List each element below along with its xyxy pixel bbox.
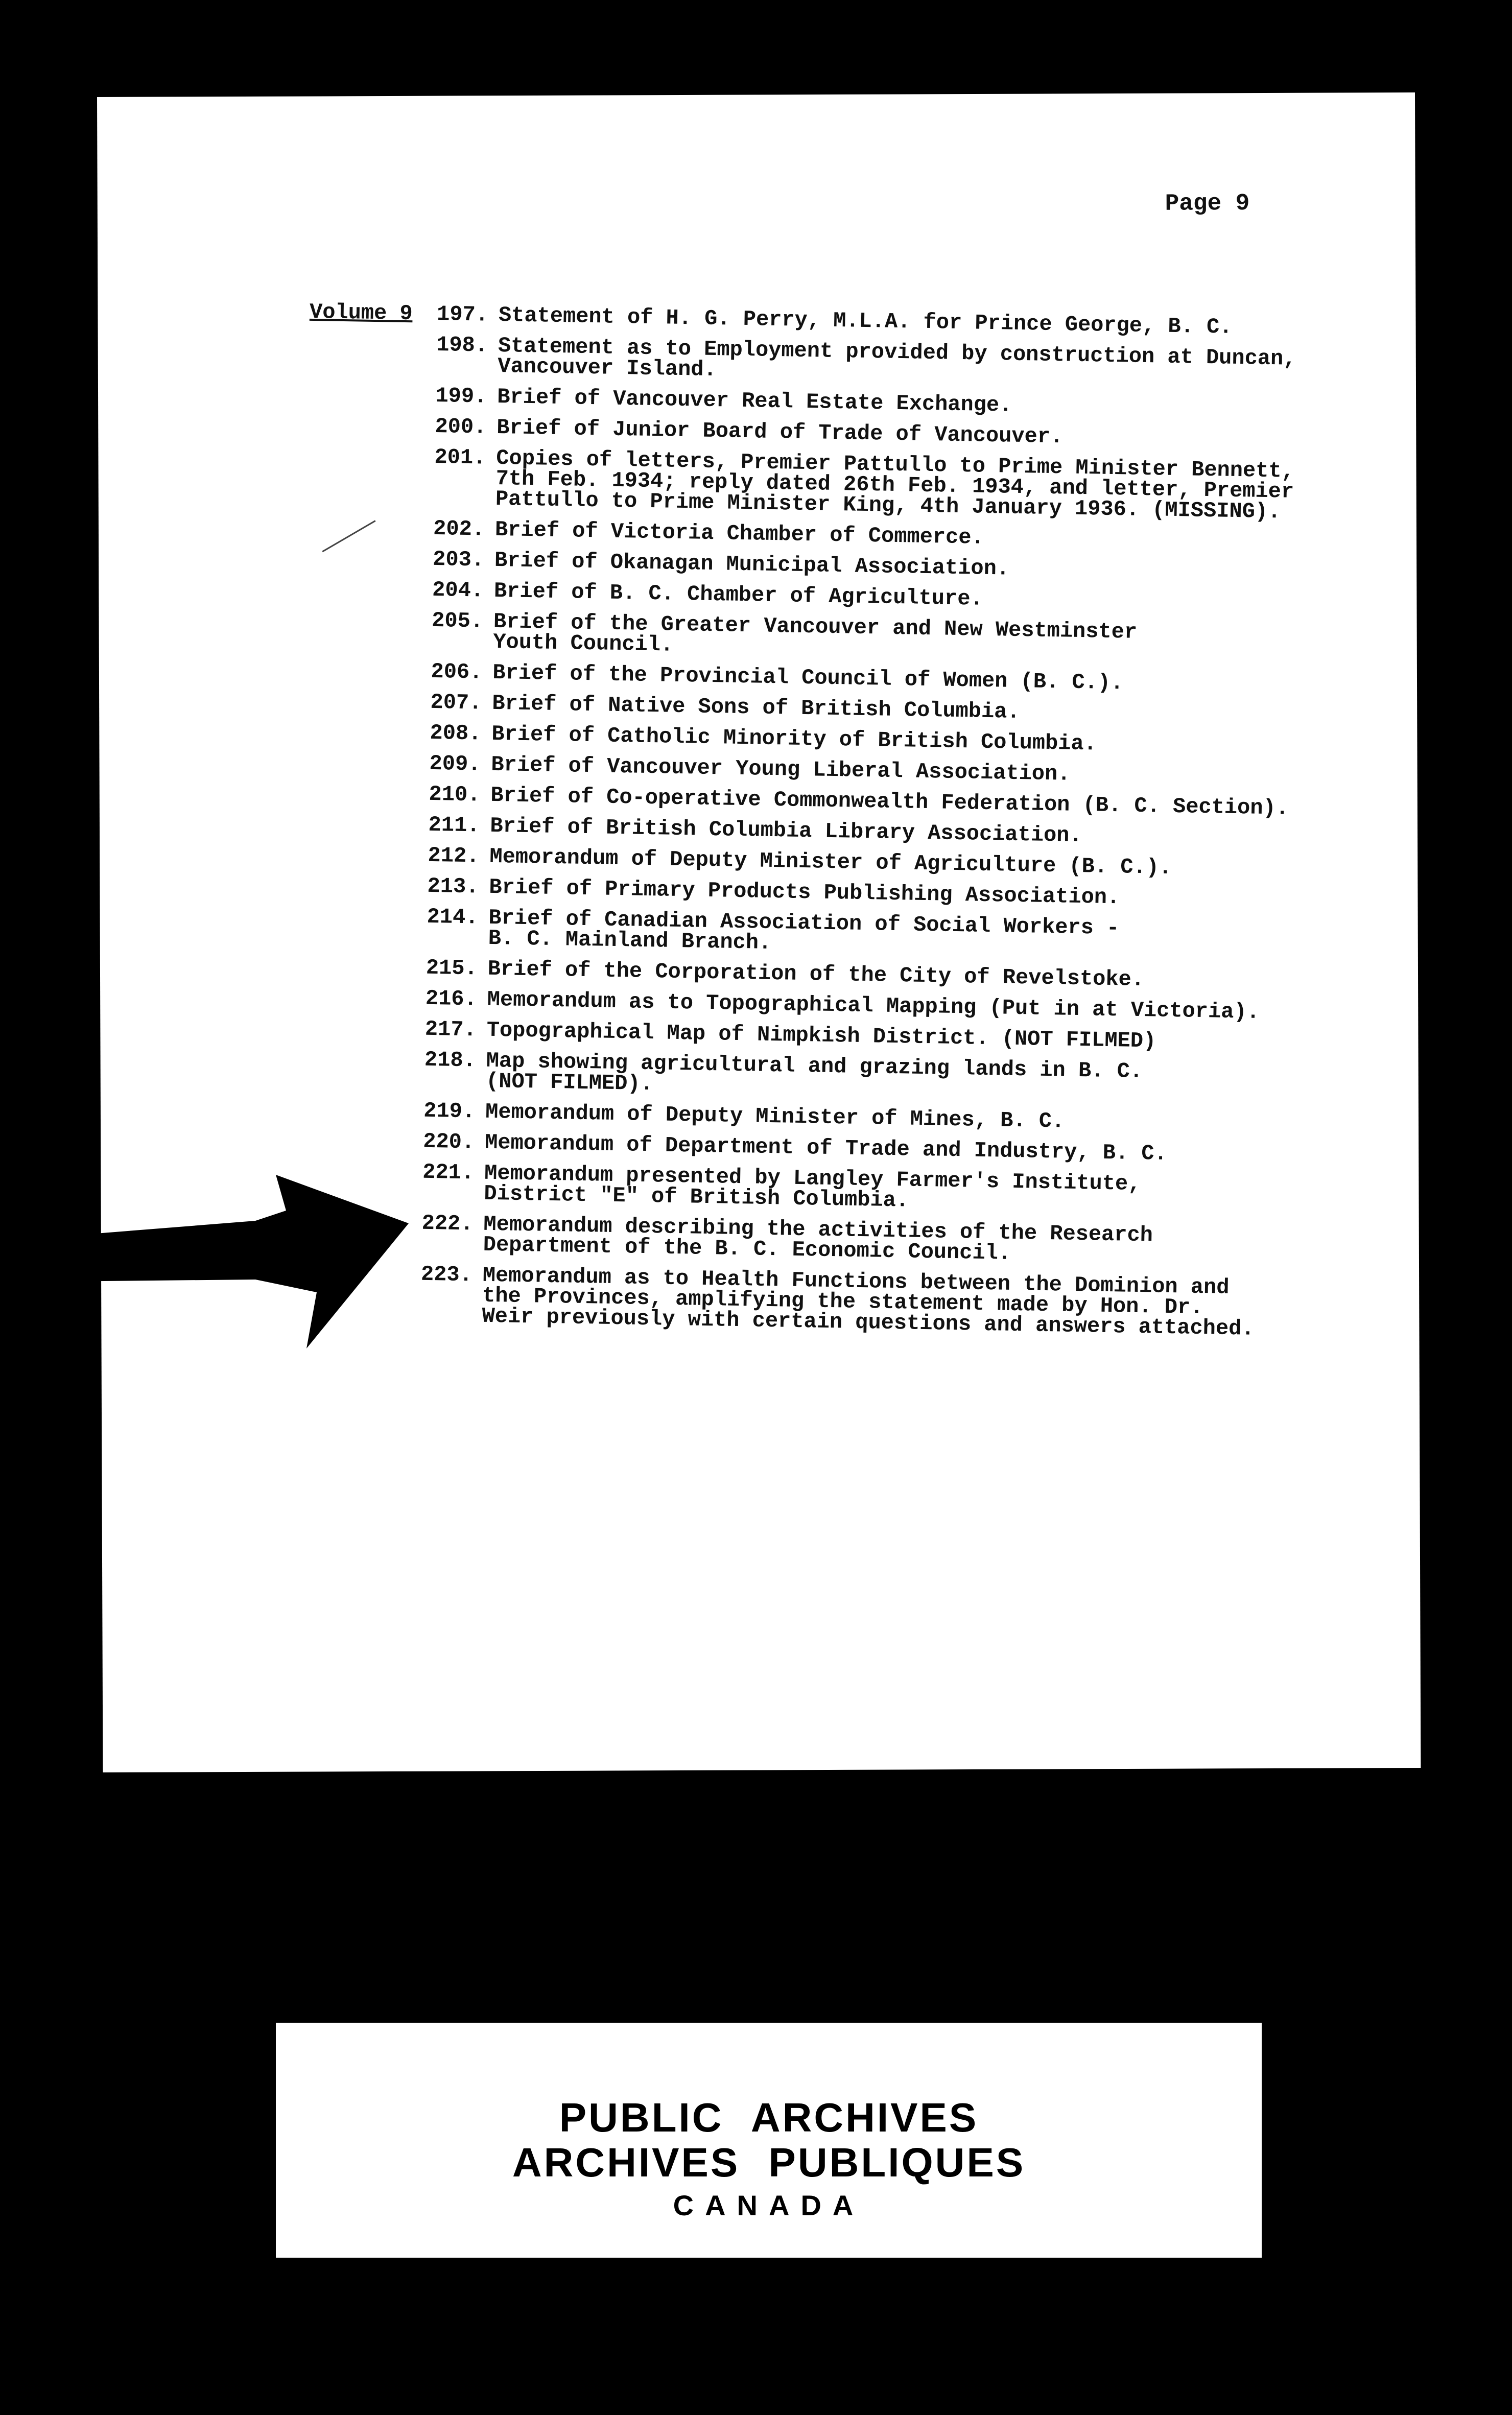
entry-text: Brief of Vancouver Young Liberal Association. <box>491 752 1071 787</box>
entry-number: 211. <box>428 812 480 838</box>
entry-number: 220. <box>422 1129 475 1155</box>
entry-number: 208. <box>430 720 482 746</box>
entry-text: Brief of Canadian Association of Social Workers - B. C. Mainland Branch. <box>488 905 1120 956</box>
entry-number: 212. <box>428 843 480 869</box>
entry-text: Brief of Vancouver Real Estate Exchange. <box>497 384 1012 418</box>
list-item <box>92 605 1410 668</box>
pointer-arrow-icon <box>0 1175 424 1348</box>
entry-number: 209. <box>429 751 481 777</box>
entry-text: Memorandum presented by Langley Farmer's Institute, District "E" of British Columbia. <box>484 1161 1141 1213</box>
entry-text: Memorandum describing the activities of the Research Department of the B. C. Economic Council. <box>483 1212 1153 1266</box>
entry-number: 223. <box>420 1262 473 1288</box>
entry-text: Brief of Okanagan Municipal Association. <box>494 548 1010 581</box>
entry-text: Brief of Primary Products Publishing Association. <box>489 874 1120 910</box>
entry-text: Brief of Native Sons of British Columbia. <box>491 691 1021 725</box>
archive-label-line-english: PUBLIC ARCHIVES <box>559 2095 979 2140</box>
entry-number: 218. <box>424 1047 477 1073</box>
entry-number: 217. <box>424 1016 477 1043</box>
list-item <box>87 901 1406 964</box>
entry-text: Memorandum of Deputy Minister of Agriculture (B. C.). <box>489 844 1172 880</box>
entry-text: Brief of Co-operative Commonwealth Federation (B. C. Section). <box>490 783 1289 821</box>
entry-number: 222. <box>421 1211 474 1237</box>
entry-number: 200. <box>435 414 487 440</box>
entry-number: 204. <box>432 577 484 603</box>
entry-text: Brief of the Provincial Council of Women (B. C.). <box>492 660 1124 696</box>
entry-text: Memorandum of Deputy Minister of Mines, B. C. <box>485 1099 1065 1134</box>
page-number: Page 9 <box>1165 190 1250 217</box>
entry-number: 206. <box>431 659 483 685</box>
entry-text: Copies of letters, Premier Pattullo to Prime Minister Bennett, 7th Feb. 1934; reply dated 26th Feb. 1934, and letter, Premier Pattullo to Prime Minister King, 4th January 1936. (MISSING). <box>495 445 1295 525</box>
list-item <box>94 441 1413 525</box>
entry-number: 202. <box>433 516 485 542</box>
archive-label-card <box>276 2023 1262 2258</box>
entry-text: Brief of the Greater Vancouver and New Westminster Youth Council. <box>492 609 1138 657</box>
archive-label-line-country: CANADA <box>673 2189 865 2221</box>
entry-text: Brief of Catholic Minority of British Columbia. <box>491 721 1097 756</box>
entry-number: 199. <box>435 383 487 409</box>
entry-text: Map showing agricultural and grazing lands in B. C. (NOT FILMED). <box>485 1048 1143 1097</box>
entry-text: Brief of B. C. Chamber of Agriculture. <box>493 578 984 611</box>
entry-text: Brief of Victoria Chamber of Commerce. <box>494 517 985 550</box>
entry-text: Statement as to Employment provided by construction at Duncan, Vancouver Island. <box>497 333 1296 383</box>
entry-text: Memorandum as to Health Functions between the Dominion and the Provinces, amplifying the statement made by Hon. Dr. Weir previously with certain questions and answers attached. <box>482 1263 1255 1341</box>
entry-number: 203. <box>432 547 485 573</box>
entry-number: 197. <box>436 301 489 327</box>
entry-number: 198. <box>436 332 488 358</box>
entry-text: Brief of British Columbia Library Association. <box>490 813 1083 848</box>
entry-number: 221. <box>422 1159 475 1186</box>
entry-text: Brief of Junior Board of Trade of Vancouver. <box>496 415 1064 449</box>
entry-text: Statement of H. G. Perry, M.L.A. for Prince George, B. C. <box>498 302 1233 340</box>
entry-number: 201. <box>434 444 486 470</box>
list-item <box>85 1044 1403 1107</box>
entry-number: 215. <box>426 955 478 981</box>
entry-number: 213. <box>427 873 479 899</box>
entry-number: 205. <box>431 608 484 634</box>
entry-number: 214. <box>427 904 479 930</box>
entry-text: Memorandum of Department of Trade and Industry, B. C. <box>484 1130 1168 1166</box>
archive-label-line-french: ARCHIVES PUBLIQUES <box>512 2140 1026 2185</box>
entry-text: Brief of the Corporation of the City of Revelstoke. <box>487 956 1145 992</box>
entry-number: 207. <box>430 690 482 716</box>
document-page <box>97 92 1421 1772</box>
entry-number: 219. <box>423 1098 476 1124</box>
entry-text: Memorandum as to Topographical Mapping (Put in at Victoria). <box>487 987 1260 1025</box>
volume-label: Volume 9 <box>309 299 413 326</box>
entry-number: 210. <box>429 782 481 808</box>
entry-number: 216. <box>425 986 478 1012</box>
entry-text: Topographical Map of Nimpkish District. (NOT FILMED) <box>486 1017 1156 1054</box>
